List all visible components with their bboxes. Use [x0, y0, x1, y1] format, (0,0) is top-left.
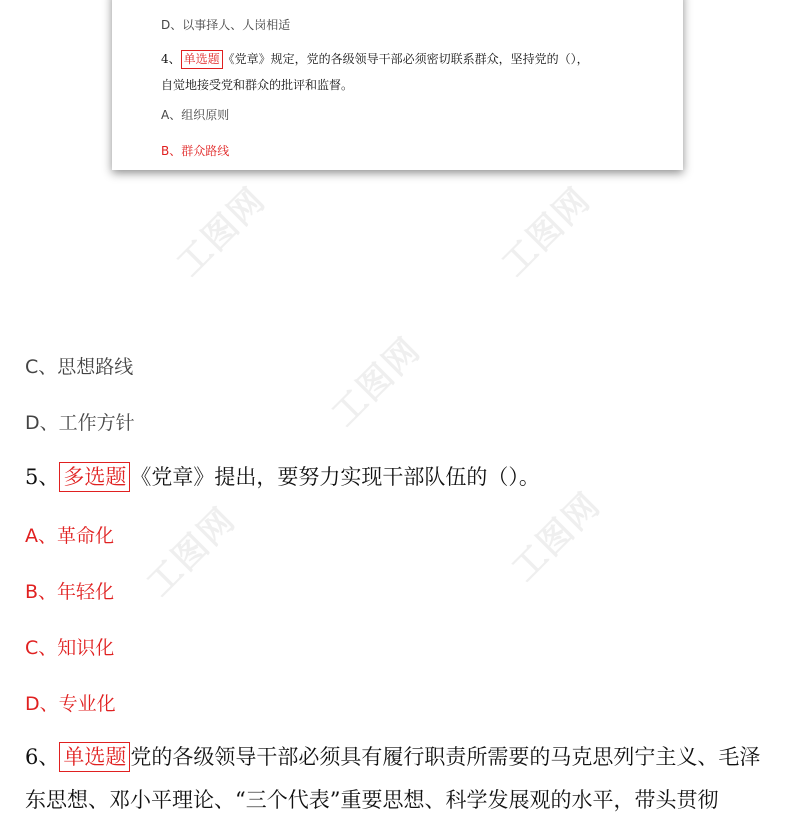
question-6-continued: 东思想、邓小平理论、“三个代表”重要思想、科学发展观的水平，带头贯彻 — [25, 788, 719, 812]
option-b-answer: B、群众路线 — [161, 144, 230, 158]
question-number: 5、 — [25, 465, 60, 489]
single-choice-badge: 单选题 — [59, 742, 130, 772]
option-a-answer: A、革命化 — [25, 525, 114, 547]
option-d: D、工作方针 — [25, 412, 135, 434]
option-c-answer: C、知识化 — [25, 637, 115, 659]
watermark: 工图网 — [504, 484, 609, 590]
question-text: 《党章》提出，要努力实现干部队伍的（）。 — [130, 465, 540, 489]
single-choice-badge: 单选题 — [181, 50, 223, 69]
question-text-continued: 自觉地接受党和群众的批评和监督。 — [161, 78, 354, 92]
question-4 — [161, 46, 589, 98]
question-text: 《党章》规定，党的各级领导干部必须密切联系群众，坚持党的（）， — [222, 52, 589, 66]
question-card-preview — [112, 0, 683, 170]
watermark: 工图网 — [139, 499, 244, 605]
option-a: A、组织原则 — [161, 108, 230, 122]
option-b-answer: B、年轻化 — [25, 581, 115, 603]
watermark: 工图网 — [324, 329, 429, 435]
question-5 — [25, 461, 540, 492]
watermark: 工图网 — [494, 179, 599, 285]
option-c: C、思想路线 — [25, 356, 134, 378]
watermark: 工图网 — [169, 179, 274, 285]
question-number: 6、 — [25, 745, 60, 769]
multiple-choice-badge: 多选题 — [59, 462, 130, 492]
question-text: 党的各级领导干部必须具有履行职责所需要的马克思列宁主义、毛泽 — [130, 745, 761, 769]
option-d: D、以事择人、人岗相适 — [161, 18, 291, 32]
question-number: 4、 — [161, 52, 181, 66]
option-d-answer: D、专业化 — [25, 693, 116, 715]
question-6 — [25, 741, 760, 772]
